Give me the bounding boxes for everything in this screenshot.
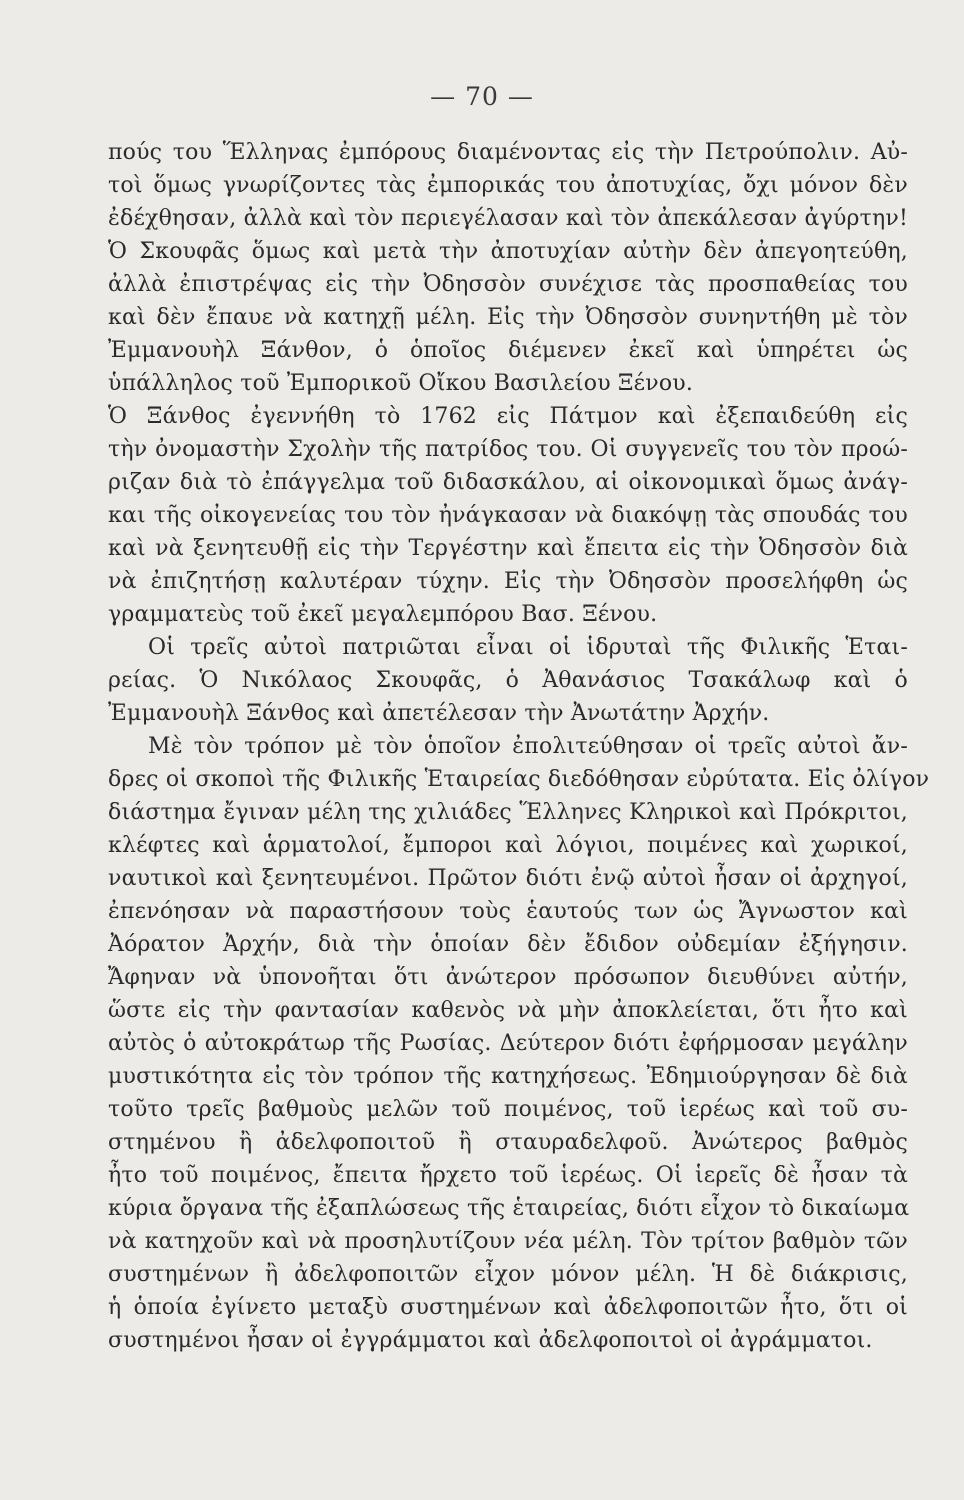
text-line: και τῆς οἰκογενείας του τὸν ἠνάγκασαν νὰ διακόψῃ τὰς σπουδάς του [108,503,908,528]
text-line: Ὁ Ξάνθος ἐγεννήθη τὸ 1762 εἰς Πάτμον καὶ ἐξεπαιδεύθη εἰς [108,404,908,429]
body-text [108,136,930,1357]
text-line: ριζαν διὰ τὸ ἐπάγγελμα τοῦ διδασκάλου, αἱ οἰκονομικαὶ ὅμως ἀνάγ- [108,470,908,495]
text-line: συστημένοι ἦσαν οἱ ἐγγράμματοι καὶ ἀδελφοποιτοὶ οἱ ἀγράμματοι. [108,1328,873,1353]
text-line: ἦτο τοῦ ποιμένος, ἔπειτα ἤρχετο τοῦ ἱερέως. Οἱ ἱερεῖς δὲ ἦσαν τὰ [108,1163,908,1188]
text-line: γραμματεὺς τοῦ ἐκεῖ μεγαλεμπόρου Βασ. Ξένου. [108,602,658,627]
text-line: ρείας. Ὁ Νικόλαος Σκουφᾶς, ὁ Ἀθανάσιος Τσακάλωφ καὶ ὁ [108,668,908,693]
text-line: στημένου ἢ ἀδελφοποιτοῦ ἢ σταυραδελφοῦ. Ἀνώτερος βαθμὸς [108,1130,908,1155]
text-line: καὶ δὲν ἔπαυε νὰ κατηχῇ μέλη. Εἰς τὴν Ὀδησσὸν συνηντήθη μὲ τὸν [108,305,908,330]
text-line: Ἀόρατον Ἀρχήν, διὰ τὴν ὁποίαν δὲν ἔδιδον οὐδεμίαν ἐξήγησιν. [108,932,908,957]
text-line: τὴν ὀνομαστὴν Σχολὴν τῆς πατρίδος του. Οἱ συγγενεῖς του τὸν προώ- [108,437,908,462]
text-line: ὑπάλληλος τοῦ Ἐμπορικοῦ Οἴκου Βασιλείου Ξένου. [108,371,694,396]
page-number: — 70 — [430,82,534,111]
text-line: Ἄφηναν νὰ ὑπονοῆται ὅτι ἀνώτερον πρόσωπον διευθύνει αὐτήν, [108,965,908,990]
text-line: Μὲ τὸν τρόπον μὲ τὸν ὁποῖον ἐπολιτεύθησαν οἱ τρεῖς αὐτοὶ ἄν- [148,734,908,759]
text-line: συστημένων ἢ ἀδελφοποιτῶν εἶχον μόνον μέλη. Ἡ δὲ διάκρισις, [108,1262,908,1287]
text-line: μυστικότητα εἰς τὸν τρόπον τῆς κατηχήσεως. Ἐδημιούργησαν δὲ διὰ [108,1064,908,1089]
text-line: διάστημα ἔγιναν μέλη της χιλιάδες Ἕλληνες Κληρικοὶ καὶ Πρόκριτοι, [108,800,908,825]
text-line: νὰ κατηχοῦν καὶ νὰ προσηλυτίζουν νέα μέλη. Τὸν τρίτον βαθμὸν τῶν [108,1229,908,1254]
text-line: ἐδέχθησαν, ἀλλὰ καὶ τὸν περιεγέλασαν καὶ τὸν ἀπεκάλεσαν ἀγύρτην! [108,206,909,231]
text-line: καὶ νὰ ξενητευθῇ εἰς τὴν Τεργέστην καὶ ἔπειτα εἰς τὴν Ὀδησσὸν διὰ [108,536,908,561]
text-line: νὰ ἐπιζητήσῃ καλυτέραν τύχην. Εἰς τὴν Ὀδησσὸν προσελήφθη ὡς [108,569,908,594]
text-line: δρες οἱ σκοποὶ τῆς Φιλικῆς Ἑταιρείας διεδόθησαν εὐρύτατα. Εἰς ὀλίγον [108,767,930,792]
text-line: κλέφτες καὶ ἁρματολοί, ἔμποροι καὶ λόγιοι, ποιμένες καὶ χωρικοί, [108,833,908,858]
text-line: Ὁ Σκουφᾶς ὅμως καὶ μετὰ τὴν ἀποτυχίαν αὐτὴν δὲν ἀπεγοητεύθη, [108,239,908,264]
text-line: ναυτικοὶ καὶ ξενητευμένοι. Πρῶτον διότι ἐνῷ αὐτοὶ ἦσαν οἱ ἀρχηγοί, [108,866,908,891]
text-line: Ἐμμανουὴλ Ξάνθον, ὁ ὁποῖος διέμενεν ἐκεῖ καὶ ὑπηρέτει ὡς [108,338,908,363]
text-line: Οἱ τρεῖς αὐτοὶ πατριῶται εἶναι οἱ ἱδρυταὶ τῆς Φιλικῆς Ἑται- [148,635,908,660]
text-line: ὥστε εἰς τὴν φαντασίαν καθενὸς νὰ μὴν ἀποκλείεται, ὅτι ἦτο καὶ [108,998,908,1023]
text-line: τοὶ ὅμως γνωρίζοντες τὰς ἐμπορικάς του ἀποτυχίας, ὄχι μόνον δὲν [108,173,908,198]
text-line: ἀλλὰ ἐπιστρέψας εἰς τὴν Ὀδησσὸν συνέχισε τὰς προσπαθείας του [108,272,908,297]
text-line: ἡ ὁποία ἐγίνετο μεταξὺ συστημένων καὶ ἀδελφοποιτῶν ἦτο, ὅτι οἱ [108,1295,908,1320]
text-line: Ἐμμανουὴλ Ξάνθος καὶ ἀπετέλεσαν τὴν Ἀνωτάτην Ἀρχήν. [108,701,770,726]
text-line: κύρια ὄργανα τῆς ἐξαπλώσεως τῆς ἑταιρείας, διότι εἶχον τὸ δικαίωμα [108,1196,910,1221]
text-line: αὐτὸς ὁ αὐτοκράτωρ τῆς Ρωσίας. Δεύτερον διότι ἐφήρμοσαν μεγάλην [108,1031,908,1056]
text-line: τοῦτο τρεῖς βαθμοὺς μελῶν τοῦ ποιμένος, τοῦ ἱερέως καὶ τοῦ συ- [108,1097,908,1122]
text-line: ἐπενόησαν νὰ παραστήσουν τοὺς ἑαυτούς των ὡς Ἄγνωστον καὶ [108,899,908,924]
text-line: πούς του Ἕλληνας ἐμπόρους διαμένοντας εἰς τὴν Πετρούπολιν. Αὐ- [108,140,908,165]
